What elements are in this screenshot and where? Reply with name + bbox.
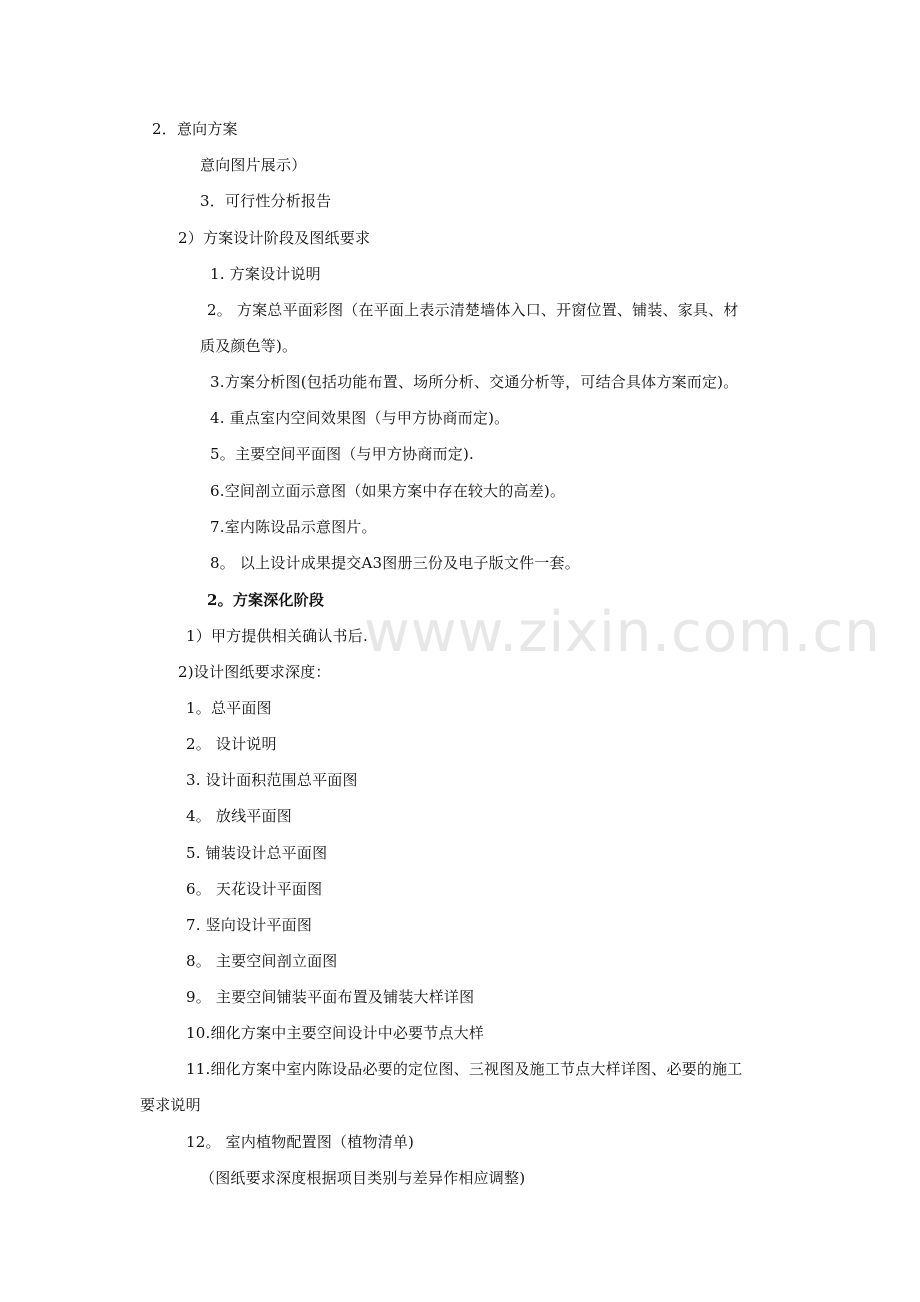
list-item: 12。 室内植物配置图（植物清单) [186, 1133, 415, 1151]
item-intent-scheme: 2．意向方案 [152, 120, 238, 138]
list-item: 5。主要空间平面图（与甲方协商而定). [210, 445, 474, 463]
list-item: 8。 以上设计成果提交A3图册三份及电子版文件一套。 [210, 554, 580, 572]
list-item: 6。 天花设计平面图 [186, 880, 323, 898]
list-item: 11.细化方案中室内陈设品必要的定位图、三视图及施工节点大样详图、必要的施工 [186, 1060, 743, 1078]
list-item: 8。 主要空间剖立面图 [186, 952, 338, 970]
note-text: （图纸要求深度根据项目类别与差异作相应调整) [200, 1169, 526, 1187]
list-item: 9。 主要空间铺装平面布置及铺装大样详图 [186, 988, 475, 1006]
list-item: 1。总平面图 [186, 699, 272, 717]
list-item: 2。 方案总平面彩图（在平面上表示清楚墙体入口、开窗位置、铺装、家具、材 [207, 301, 739, 319]
list-item-continuation: 要求说明 [140, 1096, 201, 1114]
list-item: 2。 设计说明 [186, 735, 277, 753]
item-intent-images: 意向图片展示） [200, 156, 307, 174]
list-item: 3. 设计面积范围总平面图 [186, 771, 358, 789]
list-item: 3.方案分析图(包括功能布置、场所分析、交通分析等，可结合具体方案而定)。 [210, 373, 739, 391]
list-item: 4。 放线平面图 [186, 807, 292, 825]
section-drawing-depth: 2)设计图纸要求深度： [178, 663, 331, 681]
list-item: 7.室内陈设品示意图片。 [210, 518, 377, 536]
section-design-stage: 2）方案设计阶段及图纸要求 [178, 229, 371, 247]
list-item: 5. 铺装设计总平面图 [186, 844, 328, 862]
list-item: 1）甲方提供相关确认书后. [186, 627, 368, 645]
watermark: www.zixin.com.cn [364, 600, 881, 665]
list-item: 4. 重点室内空间效果图（与甲方协商而定)。 [210, 409, 510, 427]
list-item: 7. 竖向设计平面图 [186, 916, 313, 934]
section-heading-deepening: 2。方案深化阶段 [207, 591, 325, 609]
list-item-continuation: 质及颜色等)。 [200, 337, 298, 355]
list-item: 1. 方案设计说明 [210, 265, 321, 283]
list-item: 6.空间剖立面示意图（如果方案中存在较大的高差)。 [210, 482, 566, 500]
list-item: 10.细化方案中主要空间设计中必要节点大样 [186, 1024, 485, 1042]
item-feasibility-report: 3．可行性分析报告 [200, 192, 332, 210]
